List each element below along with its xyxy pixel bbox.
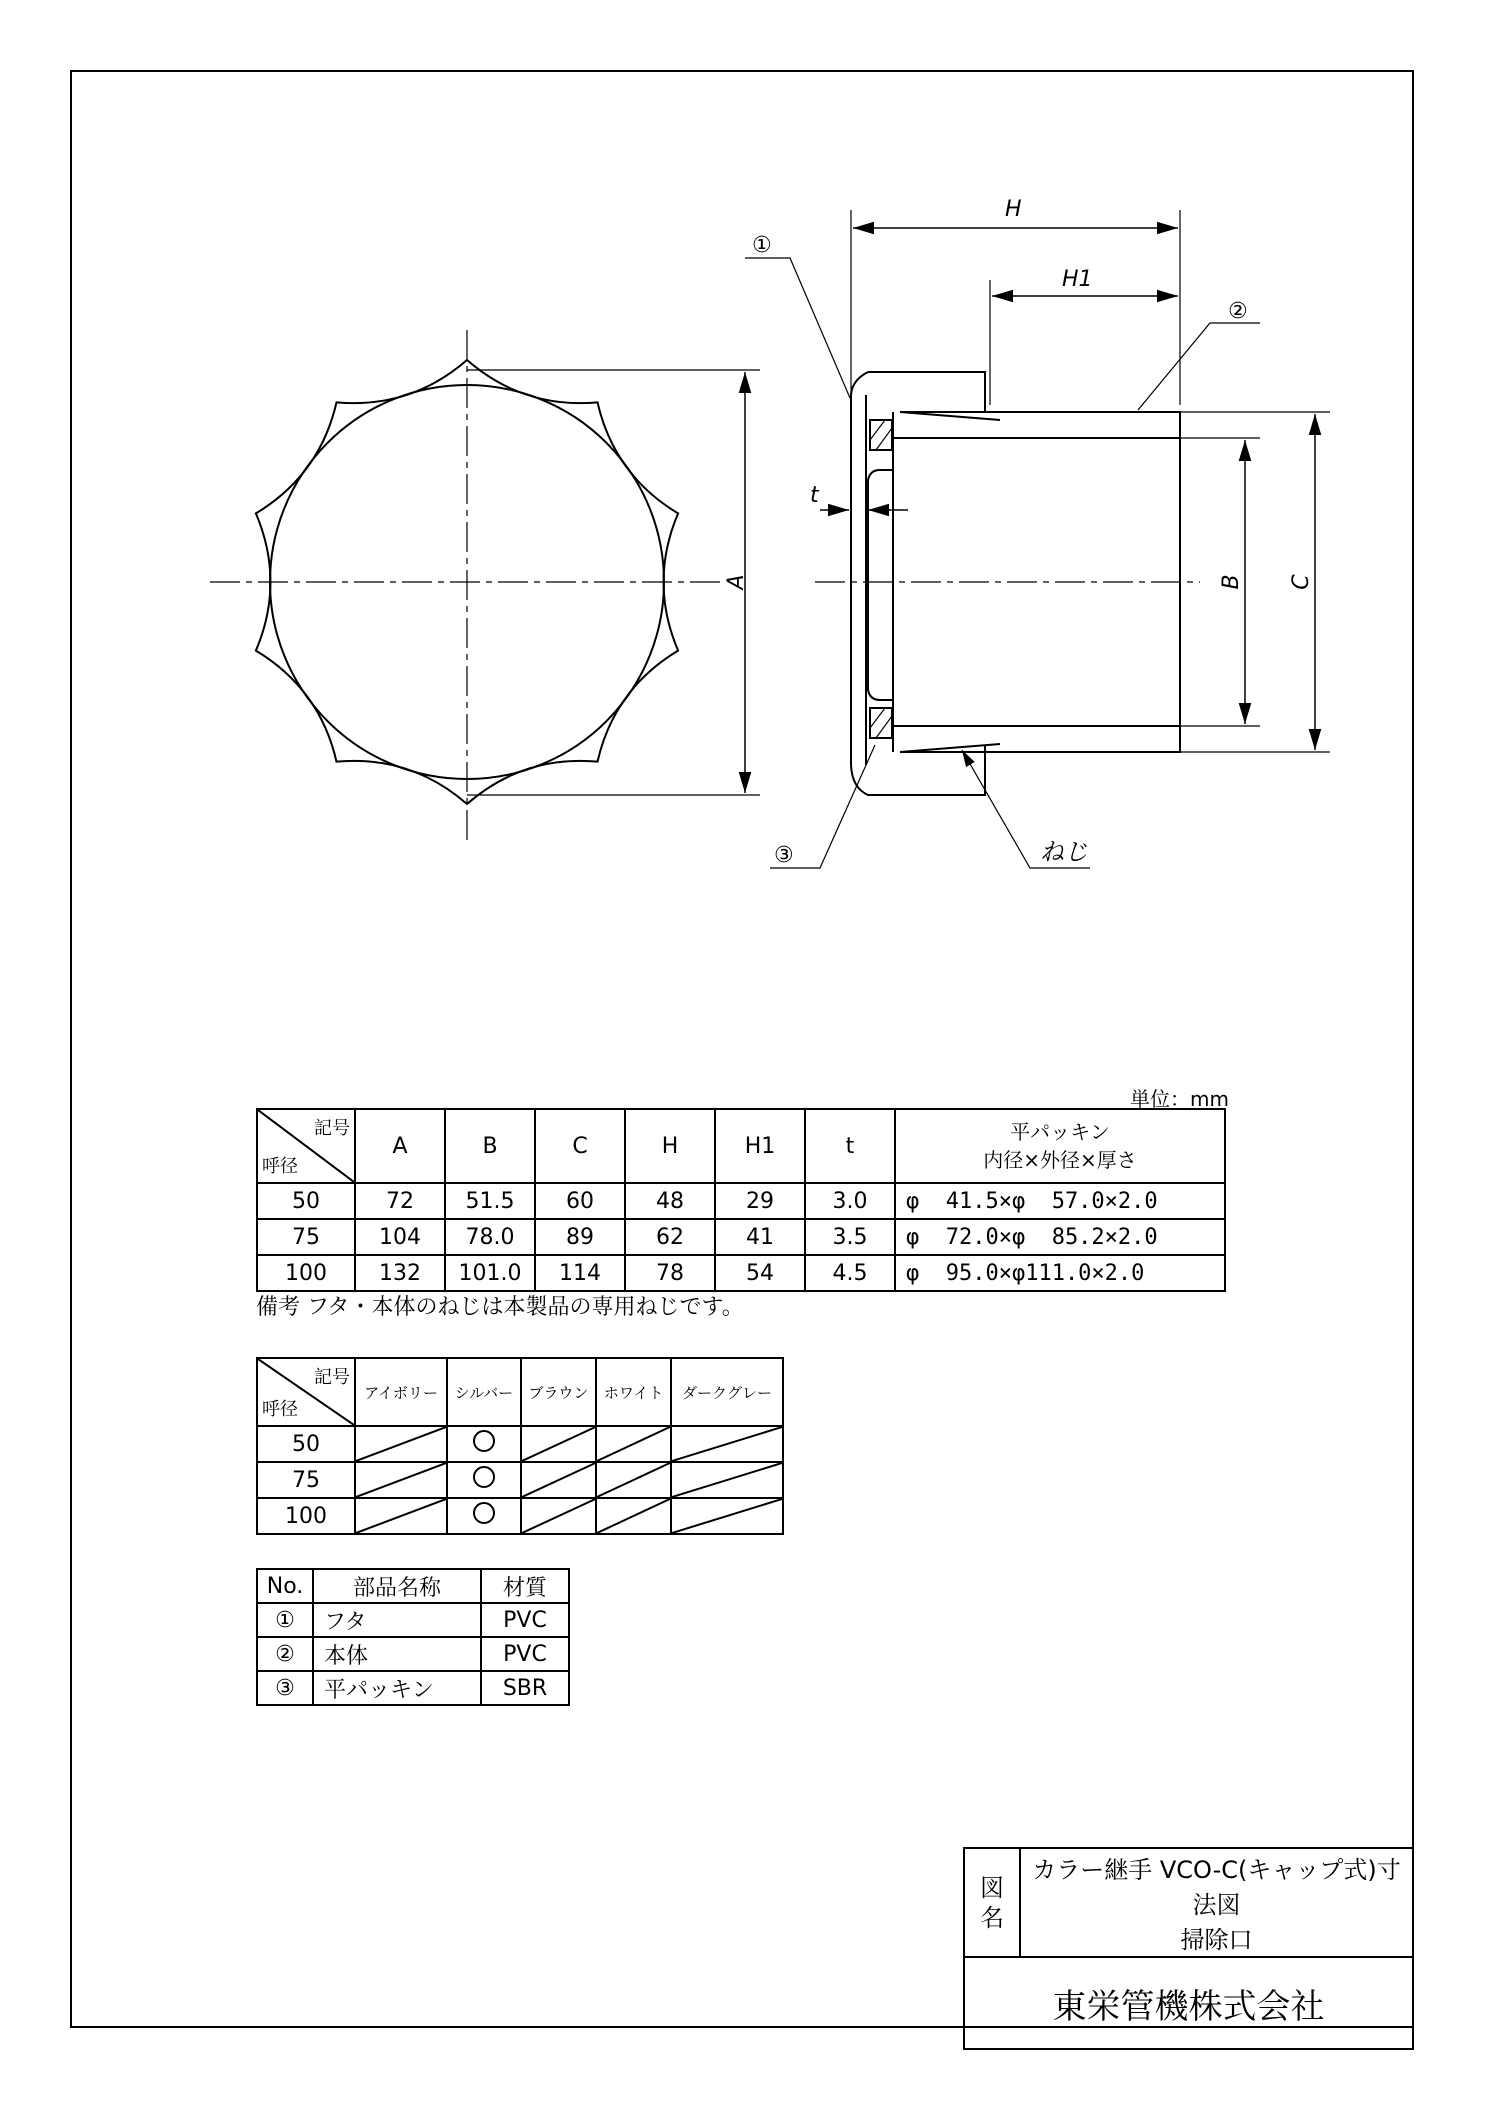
not-available-mark [521, 1462, 596, 1498]
color-header: ブラウン [521, 1358, 596, 1426]
front-view [210, 330, 760, 840]
table-row: ② 本体 PVC [257, 1637, 569, 1671]
not-available-mark [521, 1498, 596, 1534]
dim-h1-label: H1 [1062, 267, 1093, 292]
circle-icon [473, 1430, 495, 1452]
not-available-mark [596, 1462, 671, 1498]
part1-label: ① [752, 233, 772, 258]
col-header: B [445, 1109, 535, 1183]
color-header: アイボリー [355, 1358, 447, 1426]
circle-icon [473, 1502, 495, 1524]
dim-b-label: B [1219, 574, 1244, 590]
available-mark [447, 1462, 521, 1498]
not-available-mark [596, 1426, 671, 1462]
remarks-note: 備考 フタ・本体のねじは本製品の専用ねじです。 [256, 1295, 744, 1320]
not-available-mark [671, 1462, 783, 1498]
body-outline [900, 412, 1180, 752]
not-available-mark [355, 1498, 447, 1534]
unit-label: 単位：mm [1130, 1087, 1229, 1111]
thread-label: ねじ [1040, 838, 1088, 866]
leader-part2 [1138, 323, 1260, 410]
figure-title: カラー継手 VCO-C(キャップ式)寸法図 掃除口 [1020, 1848, 1413, 1957]
not-available-mark [596, 1498, 671, 1534]
table-row: ③ 平パッキン SBR [257, 1671, 569, 1705]
col-header: t [805, 1109, 895, 1183]
not-available-mark [521, 1426, 596, 1462]
available-mark [447, 1426, 521, 1462]
available-mark [447, 1498, 521, 1534]
dim-c-label: C [1289, 574, 1314, 590]
col-header: H [625, 1109, 715, 1183]
color-availability-table [256, 1357, 784, 1535]
table-row: 50 [257, 1426, 783, 1462]
table-row: ① フタ PVC [257, 1603, 569, 1637]
not-available-mark [355, 1462, 447, 1498]
part2-label: ② [1228, 299, 1248, 324]
table-header-row: No. 部品名称 材質 [257, 1569, 569, 1603]
dimension-table [256, 1108, 1226, 1292]
table-row: 50 72 51.5 60 48 29 3.0 φ 41.5×φ 57.0×2.0 [257, 1183, 1225, 1219]
parts-table [256, 1568, 570, 1706]
figure-name-label: 図 名 [964, 1848, 1020, 1957]
corner-header: 記号 呼径 [257, 1109, 355, 1183]
dim-t-label: t [810, 483, 819, 508]
technical-drawing [0, 0, 1488, 1000]
not-available-mark [671, 1498, 783, 1534]
color-header: シルバー [447, 1358, 521, 1426]
col-header: A [355, 1109, 445, 1183]
table-row: 100 [257, 1498, 783, 1534]
title-block [963, 1847, 1414, 2028]
not-available-mark [671, 1426, 783, 1462]
packing-header: 平パッキン 内径×外径×厚さ [895, 1109, 1225, 1183]
dim-a-label: A [724, 574, 749, 590]
company-name: 東栄管機株式会社 [964, 1957, 1413, 2049]
col-header: H1 [715, 1109, 805, 1183]
col-header: C [535, 1109, 625, 1183]
color-header: ホワイト [596, 1358, 671, 1426]
corner-header: 記号 呼径 [257, 1358, 355, 1426]
part3-label: ③ [774, 843, 794, 868]
not-available-mark [355, 1426, 447, 1462]
dim-h-label: H [1005, 197, 1022, 222]
leader-part1 [745, 258, 850, 398]
table-row: 100 132 101.0 114 78 54 4.5 φ 95.0×φ111.0×2.0 [257, 1255, 1225, 1291]
circle-icon [473, 1466, 495, 1488]
table-row: 75 [257, 1462, 783, 1498]
color-header: ダークグレー [671, 1358, 783, 1426]
table-row: 75 104 78.0 89 62 41 3.5 φ 72.0×φ 85.2×2.0 [257, 1219, 1225, 1255]
